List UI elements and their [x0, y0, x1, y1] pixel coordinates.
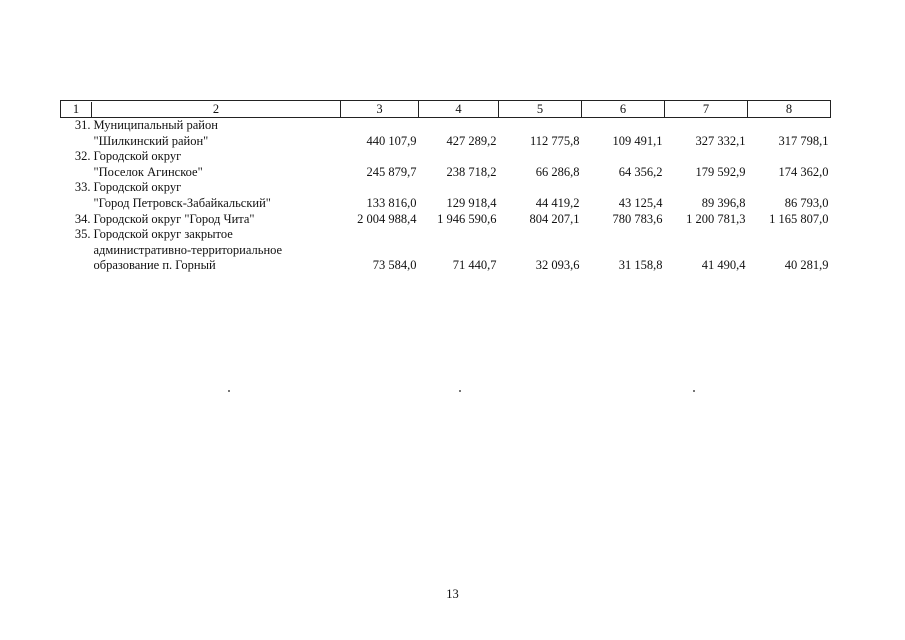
table-row — [61, 149, 831, 180]
header-col-2: 2 — [212, 101, 220, 116]
row-label-line: Городской округ — [93, 149, 182, 164]
value-cell-col-5: 112 775,8 — [529, 133, 580, 148]
row-name-cell — [61, 149, 341, 180]
value-cell-col-7: 327 332,1 — [695, 133, 746, 148]
row-name-cell — [61, 118, 341, 150]
value-cell-col-3: 440 107,9 — [366, 133, 417, 148]
scan-mark — [228, 390, 230, 392]
table-row — [61, 227, 831, 274]
header-col-7: 7 — [665, 101, 748, 118]
row-label — [91, 118, 341, 149]
row-number: 33. — [74, 180, 91, 195]
value-cell-col-3: 73 584,0 — [372, 258, 417, 273]
header-col-6: 6 — [582, 101, 665, 118]
row-name-cell — [61, 180, 341, 211]
scan-mark — [693, 390, 695, 392]
row-label-line: Городской округ закрытое — [93, 227, 233, 242]
value-cell-col-6: 31 158,8 — [618, 258, 663, 273]
value-cell-col-4: 238 718,2 — [446, 164, 497, 179]
table-row — [61, 180, 831, 211]
value-cell-col-3: 2 004 988,4 — [357, 211, 417, 226]
value-cell-col-8: 40 281,9 — [784, 258, 829, 273]
scan-mark — [459, 390, 461, 392]
row-label — [91, 212, 341, 228]
value-cell-col-4: 71 440,7 — [452, 258, 497, 273]
row-label-line: Городской округ — [93, 180, 182, 195]
row-label-line: Муниципальный район — [93, 118, 218, 132]
table-body — [61, 118, 831, 274]
value-cell-col-5: 44 419,2 — [535, 195, 580, 210]
row-label — [91, 180, 341, 211]
value-cell-col-8: 86 793,0 — [784, 195, 829, 210]
header-col-8: 8 — [748, 101, 831, 118]
row-label-line: "Шилкинский район" — [93, 133, 209, 148]
row-name-cell — [61, 227, 341, 274]
row-number: 31. — [74, 118, 91, 132]
table-row — [61, 118, 831, 150]
row-label-line: административно-территориальное — [93, 242, 283, 257]
row-label-line: "Город Петровск-Забайкальский" — [93, 195, 271, 210]
value-cell-col-4: 1 946 590,6 — [437, 211, 497, 226]
row-number: 34. — [74, 211, 91, 226]
value-cell-col-3: 133 816,0 — [366, 195, 417, 210]
value-cell-col-8: 1 165 807,0 — [769, 211, 829, 226]
value-cell-col-6: 43 125,4 — [618, 195, 663, 210]
row-number: 35. — [74, 227, 91, 242]
row-label-line: "Поселок Агинское" — [93, 164, 203, 179]
value-cell-col-7: 179 592,9 — [695, 164, 746, 179]
row-number: 32. — [74, 149, 91, 164]
header-col-5: 5 — [499, 101, 582, 118]
row-label-line: Городской округ "Город Чита" — [93, 211, 255, 226]
value-cell-col-7: 1 200 781,3 — [686, 211, 746, 226]
row-label-line: образование п. Горный — [93, 258, 216, 273]
value-cell-col-3: 245 879,7 — [366, 164, 417, 179]
value-cell-col-8: 317 798,1 — [778, 133, 829, 148]
value-cell-col-4: 427 289,2 — [446, 133, 497, 148]
header-col-4: 4 — [419, 101, 499, 118]
value-cell-col-7: 41 490,4 — [701, 258, 746, 273]
data-table — [60, 100, 831, 274]
row-label — [91, 149, 341, 180]
value-cell-col-7: 89 396,8 — [701, 195, 746, 210]
page-number: 13 — [446, 587, 459, 601]
value-cell-col-6: 780 783,6 — [612, 211, 663, 226]
table-row — [61, 212, 831, 228]
header-cell-1-2 — [61, 101, 341, 118]
value-cell-col-6: 64 356,2 — [618, 164, 663, 179]
row-label — [91, 227, 341, 274]
value-cell-col-5: 66 286,8 — [535, 164, 580, 179]
header-col-1: 1 — [61, 102, 92, 117]
header-col-3: 3 — [341, 101, 419, 118]
row-name-cell — [61, 212, 341, 228]
value-cell-col-5: 804 207,1 — [529, 211, 580, 226]
value-cell-col-6: 109 491,1 — [612, 133, 663, 148]
value-cell-col-4: 129 918,4 — [446, 195, 497, 210]
value-cell-col-5: 32 093,6 — [535, 258, 580, 273]
table-header — [61, 101, 831, 118]
value-cell-col-8: 174 362,0 — [778, 164, 829, 179]
